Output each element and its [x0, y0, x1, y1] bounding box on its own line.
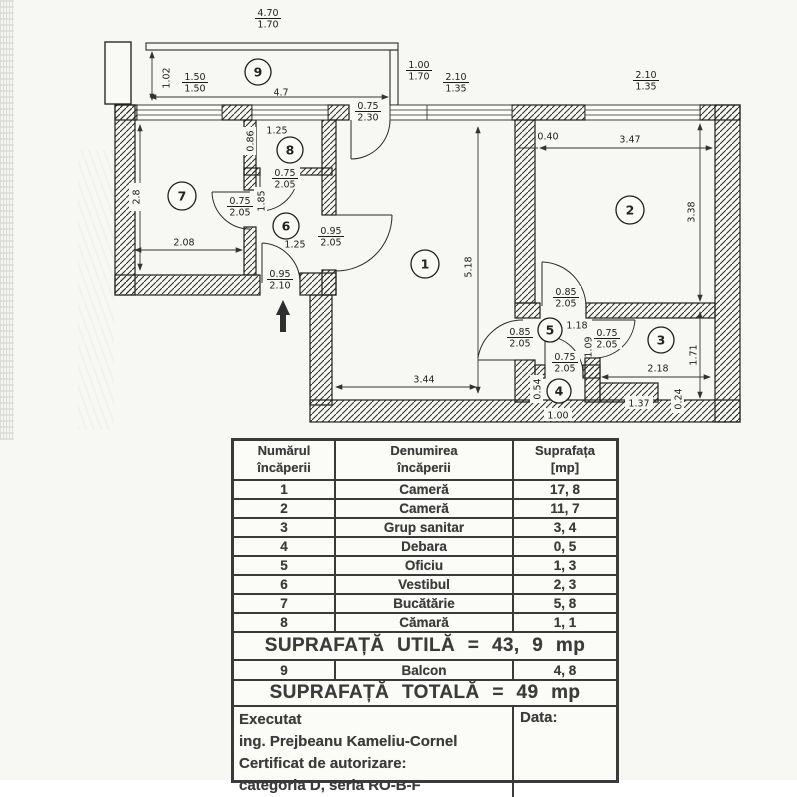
svg-text:1.00: 1.00 — [408, 60, 430, 71]
dim-window-small — [404, 59, 434, 83]
cell-area: 17, 8 — [549, 482, 581, 497]
table-row — [234, 614, 616, 633]
executed-label: Executat — [239, 711, 302, 728]
header-room-name: Denumirea încăperii — [336, 441, 514, 479]
dim-bath-wall — [625, 396, 653, 410]
svg-text:3.38: 3.38 — [686, 201, 698, 223]
svg-text:1.02: 1.02 — [161, 67, 173, 89]
svg-text:0.24: 0.24 — [673, 388, 685, 410]
cell-name: Grup sanitar — [336, 519, 514, 536]
cell-area: 1, 1 — [553, 615, 577, 630]
room-marker-6 — [273, 213, 299, 239]
svg-text:1.00: 1.00 — [547, 410, 569, 422]
dim-room2-gap — [537, 132, 558, 143]
table-row — [234, 538, 616, 557]
svg-text:1.35: 1.35 — [445, 83, 467, 95]
area-table — [231, 438, 619, 794]
dim-room1-height — [464, 256, 475, 277]
window — [252, 105, 328, 120]
svg-text:2.05: 2.05 — [509, 338, 531, 350]
svg-text:2.8: 2.8 — [131, 189, 143, 205]
svg-text:2.05: 2.05 — [554, 363, 576, 375]
wall-segment — [222, 105, 252, 120]
dimension-lines — [135, 52, 712, 398]
engineer-name: ing. Prejbeanu Kameliu-Cornel — [239, 733, 458, 750]
table-row — [234, 557, 616, 576]
svg-text:0.75: 0.75 — [596, 328, 618, 339]
svg-text:2.10: 2.10 — [269, 280, 291, 292]
svg-text:2.05: 2.05 — [274, 179, 296, 191]
cell-name: Balcon — [336, 661, 514, 679]
svg-text:3.47: 3.47 — [619, 134, 641, 146]
total-useful-area: SUPRAFAȚĂ UTILĂ = 43, 9 mp — [234, 633, 616, 661]
svg-text:0.75: 0.75 — [274, 168, 296, 179]
svg-text:2.05: 2.05 — [555, 298, 577, 310]
cell-name: Cameră — [336, 500, 514, 517]
cell-area: 4, 8 — [553, 662, 577, 678]
cell-area: 3, 4 — [553, 520, 577, 535]
cell-name: Oficiu — [336, 557, 514, 574]
svg-text:1.70: 1.70 — [408, 71, 430, 83]
svg-text:7: 7 — [177, 188, 187, 204]
svg-text:5: 5 — [545, 322, 555, 338]
cell-nr: 9 — [234, 661, 336, 679]
svg-text:2.08: 2.08 — [173, 237, 195, 249]
room-marker-3 — [648, 327, 674, 353]
wall-segment — [512, 105, 585, 120]
table-row — [234, 500, 616, 519]
windows — [137, 105, 700, 120]
svg-text:0.40: 0.40 — [537, 131, 559, 143]
room-marker-9 — [245, 59, 271, 85]
dim-window-room1 — [441, 71, 471, 95]
entrance-arrow — [276, 300, 290, 332]
svg-text:3: 3 — [656, 332, 666, 348]
svg-text:2.10: 2.10 — [445, 72, 467, 83]
dim-kitchen-length — [173, 238, 194, 249]
cell-name: Debara — [336, 538, 514, 555]
table-row — [234, 481, 616, 500]
svg-text:1.37: 1.37 — [628, 398, 650, 410]
cell-nr: 6 — [234, 576, 336, 593]
wall-segment — [515, 120, 535, 303]
table-row — [234, 595, 616, 614]
svg-text:0.95: 0.95 — [320, 226, 342, 237]
cell-nr: 4 — [234, 538, 336, 555]
svg-text:1.70: 1.70 — [257, 19, 279, 31]
cell-nr: 1 — [234, 481, 336, 498]
svg-text:2.30: 2.30 — [357, 112, 379, 124]
svg-text:1.50: 1.50 — [184, 72, 206, 83]
wall-segment — [715, 105, 740, 422]
svg-text:0.75: 0.75 — [229, 196, 251, 207]
svg-text:2.05: 2.05 — [320, 237, 342, 249]
dim-door-bath — [592, 327, 622, 351]
wall-segment — [328, 105, 349, 120]
svg-text:1.71: 1.71 — [688, 344, 700, 366]
cell-area: 2, 3 — [553, 577, 577, 592]
cell-nr: 2 — [234, 500, 336, 517]
dim-door-vestibul — [316, 225, 346, 249]
room-marker-5 — [538, 318, 562, 342]
window — [390, 105, 512, 120]
svg-text:0.85: 0.85 — [509, 327, 531, 338]
cell-nr: 3 — [234, 519, 336, 536]
dim-room2-width — [619, 135, 640, 146]
dim-balcony-depth — [162, 67, 173, 88]
svg-text:4: 4 — [554, 383, 564, 399]
svg-text:0.75: 0.75 — [554, 352, 576, 363]
room-marker-1 — [411, 250, 439, 278]
cell-name: Cameră — [336, 481, 514, 498]
dim-door-kitchen — [225, 195, 255, 219]
room-marker-7 — [168, 182, 196, 210]
cell-name: Cămară — [336, 614, 514, 631]
table-row — [234, 519, 616, 538]
wall-segment — [244, 168, 260, 175]
dim-oficiu-height — [584, 336, 595, 357]
cell-area: 11, 7 — [550, 501, 580, 516]
svg-text:9: 9 — [253, 64, 263, 80]
dim-vestibul-width — [284, 240, 305, 251]
wall-segment — [586, 303, 715, 318]
dim-bath-height — [689, 344, 700, 365]
certificate-series: categoria D, seria RO-B-F — [239, 777, 421, 794]
dim-bath-width — [647, 364, 668, 375]
signature-block — [234, 707, 616, 794]
dim-balcony-window — [180, 71, 210, 95]
header-room-number: Numărul încăperii — [234, 441, 336, 479]
dim-door-room2 — [551, 286, 581, 310]
svg-text:0.75: 0.75 — [357, 101, 379, 112]
svg-text:1.50: 1.50 — [184, 83, 206, 95]
svg-text:6: 6 — [281, 218, 291, 234]
date-cell — [514, 707, 616, 797]
cell-area: 5, 8 — [553, 596, 577, 611]
dim-window-room2 — [631, 69, 661, 93]
doors — [212, 120, 635, 374]
dim-door-oficiu — [505, 326, 535, 350]
table-row — [234, 576, 616, 595]
cell-nr: 7 — [234, 595, 336, 612]
svg-text:4.7: 4.7 — [273, 87, 289, 99]
svg-text:1.35: 1.35 — [635, 81, 657, 93]
total-area: SUPRAFAȚĂ TOTALĂ = 49 mp — [234, 681, 616, 707]
wall-segment — [515, 303, 540, 318]
svg-text:0.85: 0.85 — [555, 287, 577, 298]
dim-balcony-length — [273, 88, 288, 99]
svg-text:0.54: 0.54 — [532, 378, 544, 400]
cell-name: Vestibul — [336, 576, 514, 593]
dim-door-balcony — [353, 100, 383, 124]
svg-text:3.44: 3.44 — [413, 374, 435, 386]
dim-kitchen-width — [129, 183, 143, 211]
room-marker-2 — [616, 196, 644, 224]
svg-text:1.25: 1.25 — [266, 125, 288, 137]
dim-vestibul-height — [254, 187, 268, 215]
svg-text:2: 2 — [625, 202, 635, 218]
cell-nr: 5 — [234, 557, 336, 574]
wall-segment — [244, 227, 256, 275]
window — [585, 105, 700, 120]
svg-text:1: 1 — [420, 256, 430, 272]
dim-debara-width — [544, 408, 572, 422]
cell-area: 0, 5 — [553, 539, 577, 554]
wall-segment — [115, 275, 260, 295]
cell-nr: 8 — [234, 614, 336, 631]
svg-text:0.86: 0.86 — [245, 130, 257, 152]
svg-text:1.85: 1.85 — [256, 190, 268, 212]
dim-door-entry — [265, 268, 295, 292]
dim-bath-step — [671, 385, 685, 413]
dim-oficiu-width — [566, 321, 587, 332]
svg-text:1.25: 1.25 — [284, 239, 306, 251]
dim-balcony-top — [253, 7, 283, 31]
svg-text:2.05: 2.05 — [596, 339, 618, 351]
svg-text:1.09: 1.09 — [583, 336, 595, 358]
table-header-row — [234, 441, 616, 481]
wall-segment — [322, 270, 336, 295]
svg-text:5.18: 5.18 — [463, 256, 475, 278]
window — [137, 105, 222, 120]
door-balcony — [351, 120, 390, 159]
svg-text:8: 8 — [285, 142, 295, 158]
date-label: Data: — [520, 709, 558, 726]
svg-text:2.10: 2.10 — [635, 70, 657, 81]
room-marker-8 — [277, 137, 303, 163]
header-area: Suprafața [mp] — [535, 443, 595, 475]
dim-room1-width — [413, 375, 434, 386]
cell-area: 1, 3 — [553, 558, 577, 573]
dim-labels — [129, 7, 700, 422]
svg-text:0.95: 0.95 — [269, 269, 291, 280]
svg-text:1.18: 1.18 — [566, 320, 588, 332]
room-marker-4 — [547, 379, 571, 403]
dim-debara-height — [530, 375, 544, 403]
wall-segment — [310, 295, 332, 405]
wall-segment — [585, 358, 600, 402]
dim-room2-height — [687, 201, 698, 222]
wall-segment — [322, 120, 336, 215]
dim-door-pantry — [270, 167, 300, 191]
dim-pantry-width — [266, 126, 287, 137]
svg-text:4.70: 4.70 — [257, 8, 279, 19]
dim-pantry-height — [243, 127, 257, 155]
executed-by — [234, 707, 514, 797]
cell-name: Bucătărie — [336, 595, 514, 612]
svg-text:2.05: 2.05 — [229, 207, 251, 219]
dim-door-debara — [550, 351, 580, 375]
svg-text:2.18: 2.18 — [647, 363, 669, 375]
certificate-label: Certificat de autorizare: — [239, 755, 407, 772]
table-row-balcon — [234, 661, 616, 681]
